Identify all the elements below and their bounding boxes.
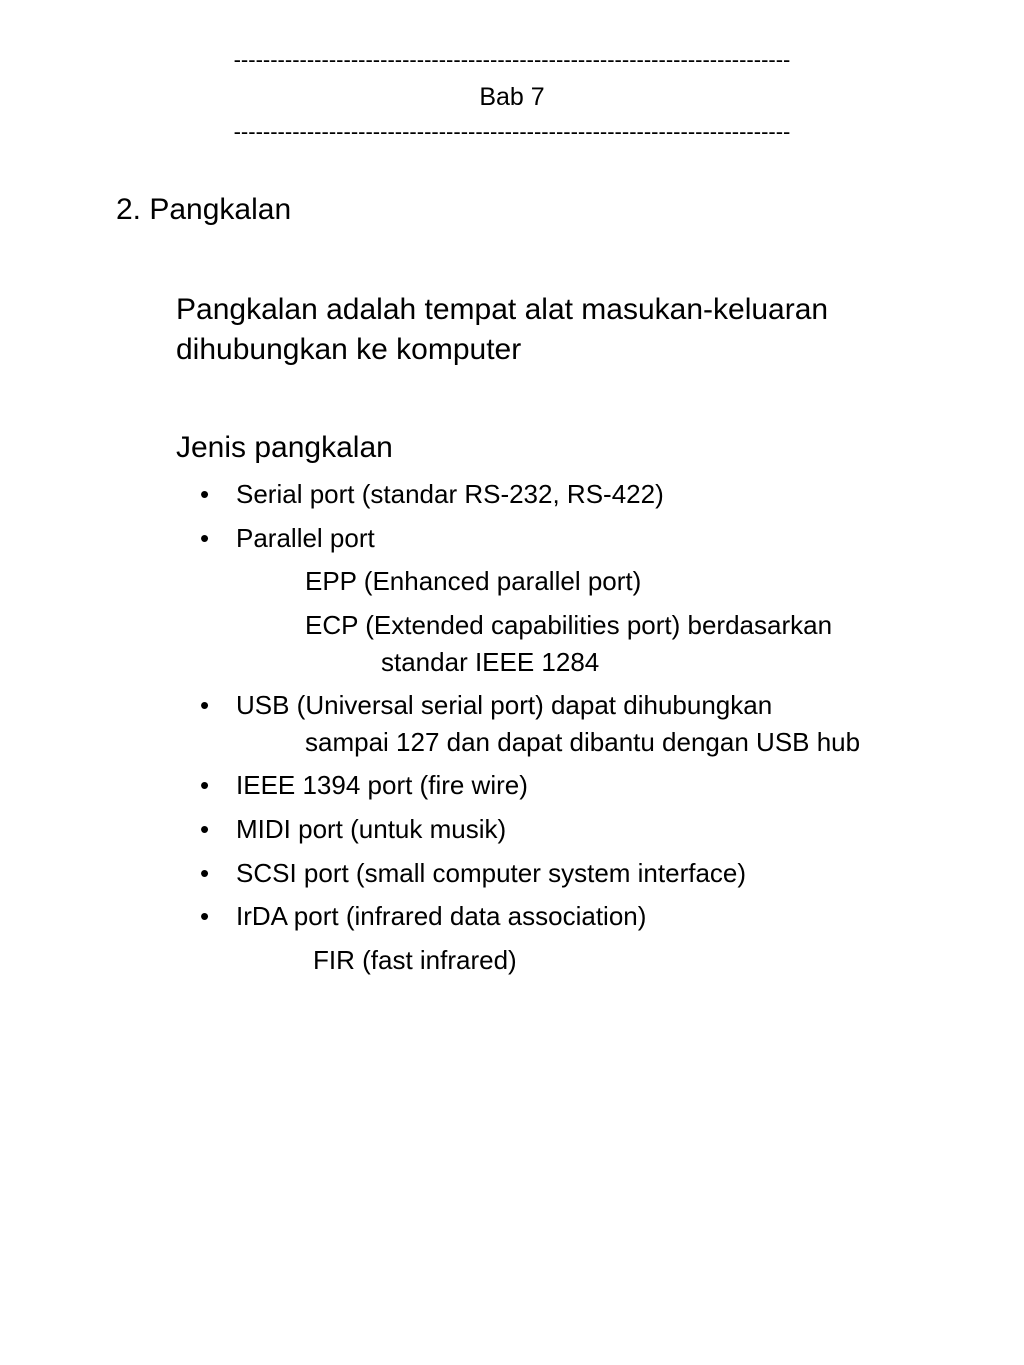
bullet-marker: •: [200, 770, 210, 800]
list-item-parallel-port: Parallel port: [236, 523, 375, 553]
sub-item-ecp: ECP (Extended capabilities port) berdasarkan: [305, 610, 833, 640]
list-heading: Jenis pangkalan: [176, 431, 393, 464]
header-rule-top: ----------------------------------------------------------------------------: [233, 48, 791, 72]
bullet-marker: •: [200, 901, 210, 931]
bullet-marker: •: [200, 523, 210, 553]
sub-item-ecp-continued: standar IEEE 1284: [381, 647, 600, 677]
header-rule-bottom: ----------------------------------------------------------------------------: [233, 120, 791, 144]
chapter-label: Bab 7: [479, 83, 545, 111]
definition-line-2: dihubungkan ke komputer: [176, 333, 522, 366]
definition-line-1: Pangkalan adalah tempat alat masukan-keluaran: [176, 293, 829, 326]
section-title: 2. Pangkalan: [116, 193, 292, 226]
list-item-usb: USB (Universal serial port) dapat dihubungkan: [236, 690, 773, 720]
list-item-ieee1394: IEEE 1394 port (fire wire): [236, 770, 528, 800]
bullet-marker: •: [200, 858, 210, 888]
bullet-marker: •: [200, 690, 210, 720]
sub-item-fir: FIR (fast infrared): [313, 945, 517, 975]
list-item-usb-continued: sampai 127 dan dapat dibantu dengan USB hub: [305, 727, 861, 757]
list-item-scsi: SCSI port (small computer system interface): [236, 858, 747, 888]
list-item-serial-port: Serial port (standar RS-232, RS-422): [236, 479, 664, 509]
sub-item-epp: EPP (Enhanced parallel port): [305, 566, 642, 596]
bullet-marker: •: [200, 479, 210, 509]
list-item-midi: MIDI port (untuk musik): [236, 814, 507, 844]
list-item-irda: IrDA port (infrared data association): [236, 901, 647, 931]
bullet-marker: •: [200, 814, 210, 844]
